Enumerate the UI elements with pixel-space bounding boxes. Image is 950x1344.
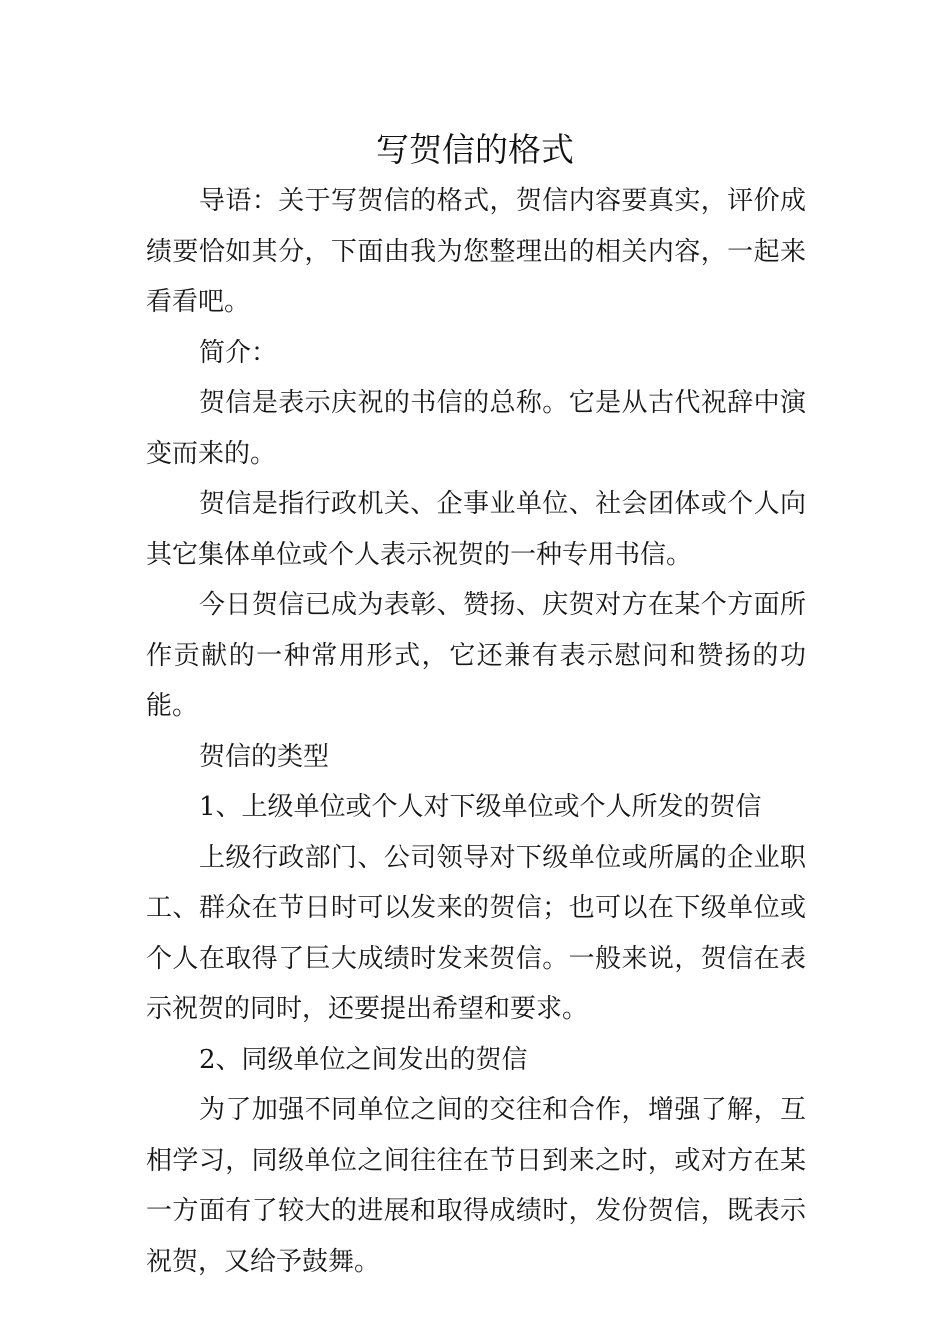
paragraph-type-2: 为了加强不同单位之间的交往和合作，增强了解，互相学习，同级单位之间往往在节日到来之时，或对方在某一方面有了较大的进展和取得成绩时，发份贺信，既表示祝贺，又给予鼓舞。 bbox=[146, 1095, 806, 1277]
subheading-type-2: 2、同级单位之间发出的贺信 bbox=[199, 1044, 528, 1075]
section-heading-types: 贺信的类型 bbox=[199, 741, 330, 772]
document-title: 写贺信的格式 bbox=[376, 130, 574, 169]
paragraph-type-1: 上级行政部门、公司领导对下级单位或所属的企业职工、群众在节日时可以发来的贺信；也可以在下级单位或个人在取得了巨大成绩时发来贺信。一般来说，贺信在表示祝贺的同时，还要提出希望和要求。 bbox=[146, 842, 806, 1024]
document-body bbox=[146, 176, 806, 1287]
paragraph-definition-scope: 贺信是指行政机关、企事业单位、社会团体或个人向其它集体单位或个人表示祝贺的一种专用书信。 bbox=[146, 489, 806, 570]
paragraph-intro: 导语：关于写贺信的格式，贺信内容要真实，评价成绩要恰如其分，下面由我为您整理出的相关内容，一起来看看吧。 bbox=[146, 186, 806, 317]
paragraph-summary-heading: 简介： bbox=[199, 337, 278, 368]
paragraph-definition-function: 今日贺信已成为表彰、赞扬、庆贺对方在某个方面所作贡献的一种常用形式，它还兼有表示慰问和赞扬的功能。 bbox=[146, 590, 806, 721]
paragraph-definition-origin: 贺信是表示庆祝的书信的总称。它是从古代祝辞中演变而来的。 bbox=[146, 388, 806, 469]
subheading-type-1: 1、上级单位或个人对下级单位或个人所发的贺信 bbox=[199, 792, 762, 822]
